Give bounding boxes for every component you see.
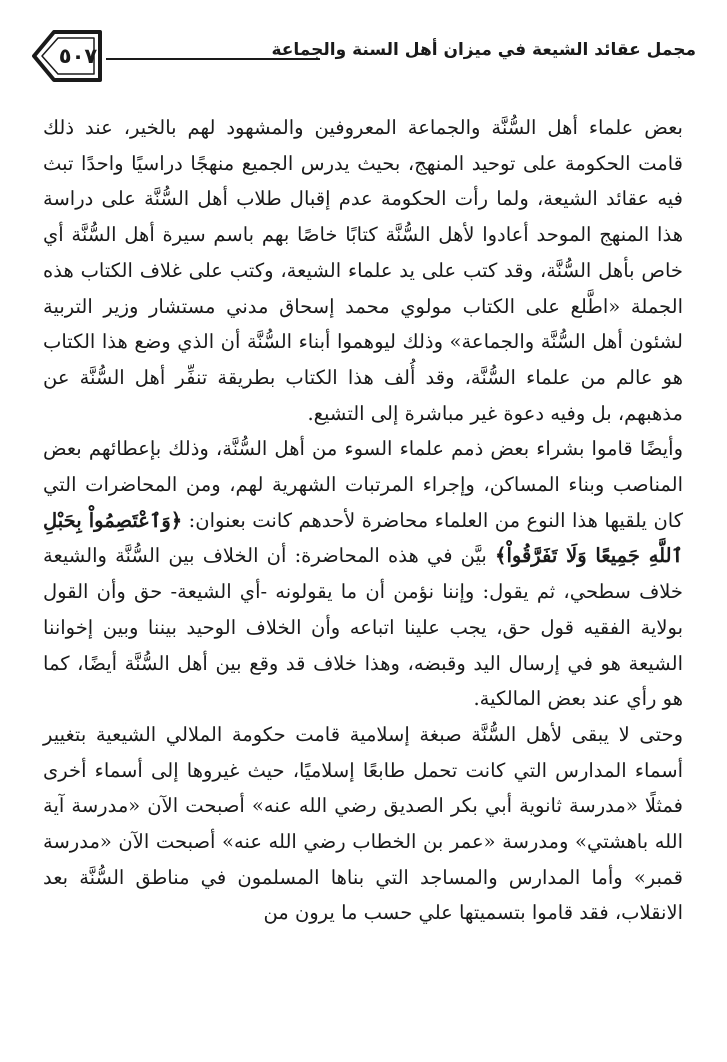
paragraph-3 — [43, 717, 683, 931]
paragraph-1 — [43, 110, 683, 431]
running-title: مجمل عقائد الشيعة في ميزان أهل السنة والجماعة — [271, 40, 696, 60]
header-rule — [106, 58, 320, 60]
page-header — [22, 28, 712, 86]
page-number: ٥٠٧ — [58, 44, 98, 68]
body-text — [43, 110, 683, 931]
page-number-badge — [30, 28, 108, 88]
paragraph-1-text: بعض علماء أهل السُّنَّة والجماعة المعروفين والمشهود لهم بالخير، عند ذلك قامت الحكومة على توحيد المنهج، بحيث يدرس الجميع منهجًا دراسيًا واحدًا تبث فيه عقائد الشيعة، ولما رأت الحكومة عدم إقبال طلاب أهل السُّنَّة على دراسة هذا المنهج الموحد أعادوا لأهل السُّنَّة كتابًا خاصًا بهم باسم سيرة أهل السُّنَّة أي خاص بأهل السُّنَّة، وقد كتب على يد علماء الشيعة، وكتب على غلاف الكتاب هذه الجملة «اطَّلع على الكتاب مولوي محمد إسحاق مدني مستشار وزير التربية لشئون أهل السُّنَّة والجماعة» وذلك ليوهموا أبناء السُّنَّة أن الذي وضع هذا الكتاب هو عالم من علماء السُّنَّة، وقد أُلف هذا الكتاب بطريقة تنفِّر أهل السُّنَّة عن مذهبهم، بل وفيه دعوة غير مباشرة إلى التشيع. — [43, 116, 683, 425]
paragraph-3-text: وحتى لا يبقى لأهل السُّنَّة صبغة إسلامية قامت حكومة الملالي الشيعية بتغيير أسماء المدارس التي كانت تحمل طابعًا إسلاميًا، حيث غيروها إلى أسماء أخرى فمثلًا «مدرسة ثانوية أبي بكر الصديق رضي الله عنه» أصبحت الآن «مدرسة آية الله باهشتي» ومدرسة «عمر بن الخطاب رضي الله عنه» أصبحت الآن «مدرسة قمبر» وأما المدارس والمساجد التي بناها المسلمون في مناطق السُّنَّة بعد الانقلاب، فقد قاموا بتسميتها علي حسب ما يرون من — [43, 722, 683, 925]
quran-verse: ﴿وَٱعْتَصِمُواْ بِحَبْلِ ٱللَّهِ جَمِيعًا وَلَا تَفَرَّقُواْ﴾ — [43, 508, 683, 568]
paragraph-2-text-start: وأيضًا قاموا بشراء بعض ذمم علماء السوء من أهل السُّنَّة، وذلك بإعطائهم بعض المناصب وبناء المساكن، وإجراء المرتبات الشهرية لهم، ومن المحاضرات التي كان يلقيها هذا النوع من العلماء محاضرة لأحدهم كانت بعنوان: — [43, 437, 683, 532]
paragraph-2 — [43, 431, 683, 717]
paragraph-2-text-end: بيَّن في هذه المحاضرة: أن الخلاف بين السُّنَّة والشيعة خلاف سطحي، ثم يقول: وإننا نؤمن أن ما يقولونه -أي الشيعة- حق وأن القول بولاية الفقيه قول حق، يجب علينا اتباعه وأن الخلاف الوحيد بيننا وبين إخواننا الشيعة هو في إرسال اليد وقبضه، وهذا خلاف قد وقع بين أهل السُّنَّة أيضًا، كما هو رأي عند بعض المالكية. — [43, 544, 683, 711]
